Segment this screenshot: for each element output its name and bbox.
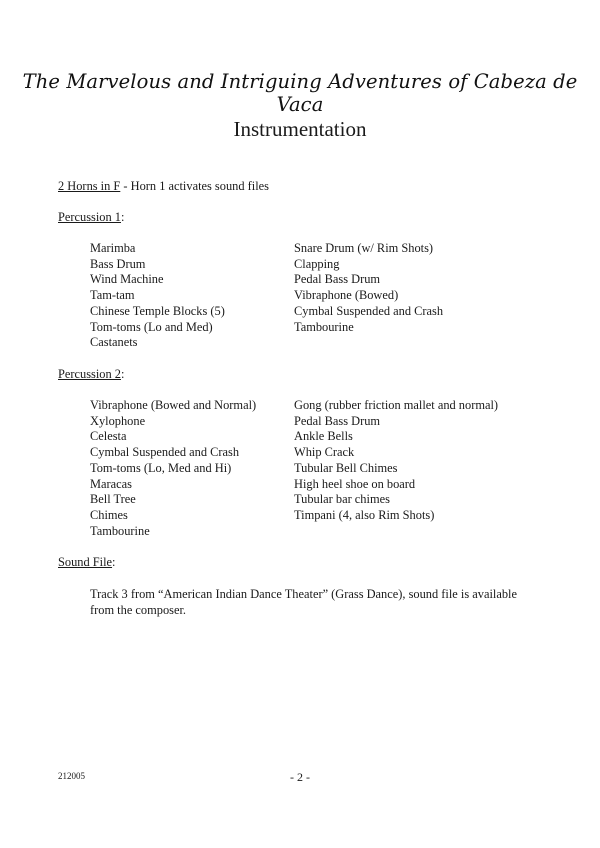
- percussion1-heading: Percussion 1: [58, 210, 121, 224]
- sound-file-text: Track 3 from “American Indian Dance Theater” (Grass Dance), sound file is available from the composer.: [90, 587, 517, 617]
- list-item: Cymbal Suspended and Crash: [90, 445, 240, 460]
- percussion1-heading-line: Percussion 1:: [58, 210, 125, 224]
- list-item: Pedal Bass Drum: [294, 413, 381, 428]
- document-title: The Marvelous and Intriguing Adventures of Cabeza de Vaca: [22, 70, 578, 116]
- percussion2-heading-line: Percussion 2:: [58, 367, 125, 381]
- percussion2-left-list: [90, 398, 300, 539]
- section-title: Instrumentation: [233, 117, 367, 141]
- list-item: Tambourine: [90, 523, 150, 538]
- list-item: Wind Machine: [90, 272, 164, 287]
- list-item: Pedal Bass Drum: [294, 272, 381, 287]
- list-item: Whip Crack: [294, 445, 355, 460]
- list-item: Vibraphone (Bowed and Normal): [90, 398, 257, 412]
- list-item: Tom-toms (Lo, Med and Hi): [90, 460, 232, 475]
- horns-line: [58, 179, 269, 195]
- list-item: Chimes: [90, 507, 128, 522]
- page-number: - 2 -: [290, 770, 310, 784]
- list-item: Tubular bar chimes: [294, 492, 390, 507]
- list-item: Timpani (4, also Rim Shots): [294, 507, 435, 522]
- sound-file-heading-line: Sound File:: [58, 555, 116, 569]
- percussion1-left-list: [90, 241, 300, 351]
- percussion1-right-list: [294, 241, 504, 335]
- list-item: Tambourine: [294, 319, 354, 334]
- list-item: Gong (rubber friction mallet and normal): [294, 398, 499, 412]
- list-item: Castanets: [90, 335, 138, 350]
- horns-note: - Horn 1 activates sound files: [120, 179, 269, 193]
- list-item: Chinese Temple Blocks (5): [90, 303, 225, 318]
- list-item: Bass Drum: [90, 256, 146, 271]
- list-item: Clapping: [294, 256, 340, 271]
- list-item: Cymbal Suspended and Crash: [294, 303, 444, 318]
- percussion2-right-list: [294, 398, 554, 524]
- list-item: Tam-tam: [90, 288, 135, 303]
- list-item: Maracas: [90, 476, 132, 491]
- list-item: Xylophone: [90, 413, 146, 428]
- list-item: Ankle Bells: [294, 429, 353, 444]
- list-item: Bell Tree: [90, 492, 136, 507]
- list-item: Tom-toms (Lo and Med): [90, 319, 213, 334]
- percussion2-heading: Percussion 2: [58, 367, 121, 381]
- footer-code: 212005: [58, 771, 85, 781]
- list-item: High heel shoe on board: [294, 476, 416, 491]
- sound-file-heading: Sound File: [58, 555, 113, 569]
- list-item: Marimba: [90, 241, 136, 255]
- horns-label: 2 Horns in F: [58, 179, 121, 193]
- list-item: Celesta: [90, 429, 127, 444]
- list-item: Tubular Bell Chimes: [294, 460, 398, 475]
- list-item: Snare Drum (w/ Rim Shots): [294, 241, 434, 255]
- list-item: Vibraphone (Bowed): [294, 288, 399, 303]
